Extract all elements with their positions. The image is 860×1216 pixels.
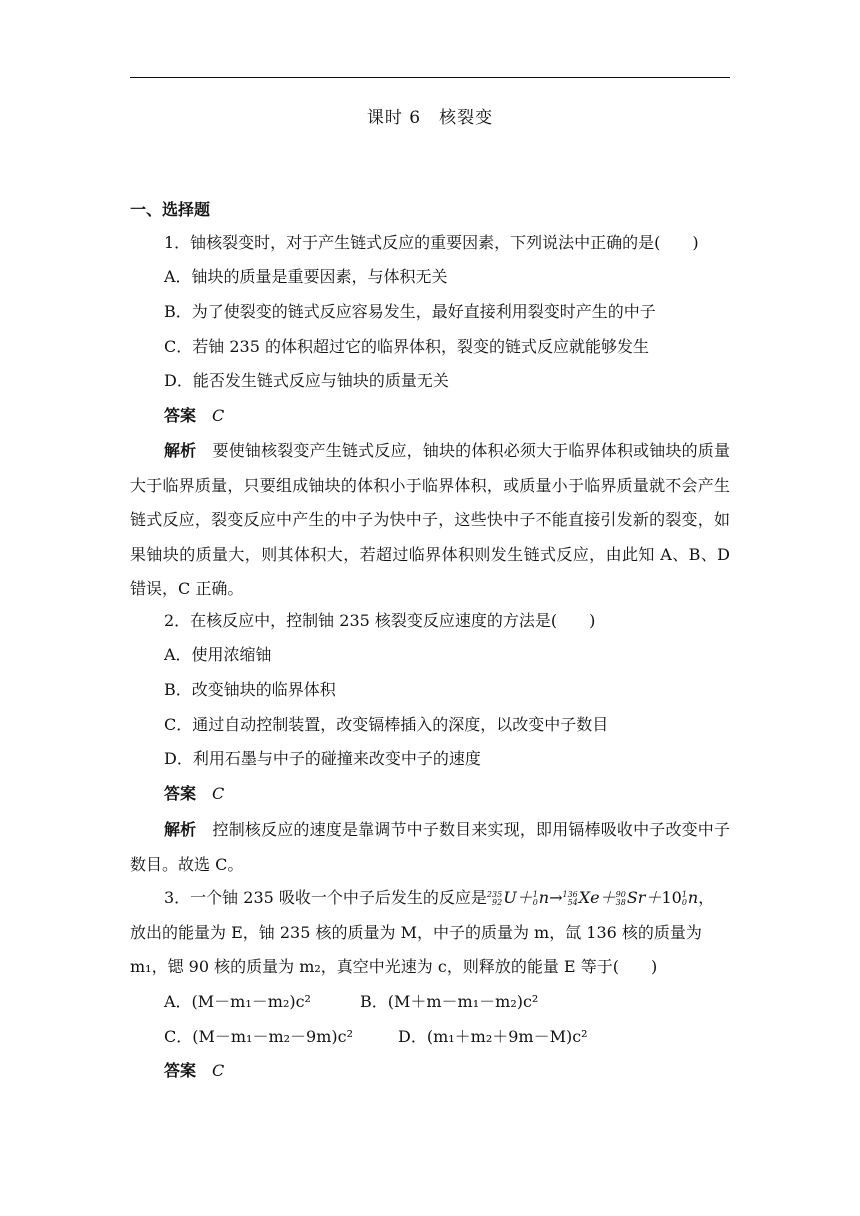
q2-option-c: C．通过自动控制装置，改变镉棒插入的深度，以改变中子数目	[164, 715, 609, 734]
q3-option-b: B．(M＋m－m₁－m₂)c²	[360, 992, 539, 1011]
neutron-numbers: 1 0	[532, 889, 538, 907]
q1-option-c: C．若铀 235 的体积超过它的临界体积，裂变的链式反应就能够发生	[164, 337, 649, 356]
q2-option-b: B．改变铀块的临界体积	[164, 680, 336, 699]
q3-option-a: A．(M－m₁－m₂)c²	[164, 992, 311, 1011]
header-rule	[130, 77, 730, 78]
q1-answer-value: C	[212, 406, 225, 425]
q1-option-b: B．为了使裂变的链式反应容易发生，最好直接利用裂变时产生的中子	[164, 302, 656, 321]
q3-stem-line3	[130, 955, 657, 979]
q2-analysis-text: 控制核反应的速度是靠调节中子数目来实现，即用镉棒吸收中子改变中子数目。故选 C。	[130, 820, 730, 874]
q3-answer-label: 答案	[164, 1061, 197, 1080]
q2-analysis-label: 解析	[164, 820, 197, 839]
q1-analysis-label: 解析	[164, 441, 197, 460]
q2-option-a: A．使用浓缩铀	[164, 645, 272, 664]
q3-stem-line2: 放出的能量为 E，铀 235 核的质量为 M，中子的质量为 m，氙 136 核的质量为	[130, 923, 702, 942]
q3-option-d: D．(m₁＋m₂＋9m－M)c²	[398, 1027, 588, 1046]
neutron-numbers-2: 1 0	[681, 889, 687, 907]
sr-nuclide-numbers: 90 38	[615, 889, 626, 907]
xe-nuclide-numbers: 136 54	[562, 889, 578, 907]
q2-answer-value: C	[212, 784, 225, 803]
q1-stem: 1．铀核裂变时，对于产生链式反应的重要因素，下列说法中正确的是( )	[164, 233, 699, 252]
q3-answer-value: C	[212, 1061, 225, 1080]
q2-answer	[164, 782, 224, 806]
q1-option-d: D．能否发生链式反应与铀块的质量无关	[164, 371, 449, 390]
nuclear-reaction-equation: 235 92U＋1 0n→136 54Xe＋90 38Sr＋101 0n，	[486, 888, 715, 907]
page-title: 课时 6 核裂变	[366, 108, 494, 128]
q2-answer-label: 答案	[164, 784, 197, 803]
q3-option-c: C．(M－m₁－m₂－9m)c²	[164, 1027, 354, 1046]
q1-answer-label: 答案	[164, 406, 197, 425]
q1-option-a: A．铀块的质量是重要因素，与体积无关	[164, 267, 448, 286]
q2-option-d: D．利用石墨与中子的碰撞来改变中子的速度	[164, 749, 481, 768]
q1-analysis-text: 要使铀核裂变产生链式反应，铀块的体积必须大于临界体积或铀块的质量大于临界质量，只要组成铀块的体积小于临界体积，或质量小于临界质量就不会产生链式反应，裂变反应中产生的中子为快中子，这些快中子不能直接引发新的裂变，如果铀块的质量大，则其体积大，若超过临界体积则发生链式反应，由此知 A、B、D 错误，C 正确。	[130, 441, 730, 599]
q3-m1: m₁	[130, 957, 152, 976]
u-nuclide-numbers: 235 92	[486, 889, 503, 907]
q1-answer	[164, 404, 224, 428]
q2-stem: 2．在核反应中，控制铀 235 核裂变反应速度的方法是( )	[164, 611, 596, 630]
q3-answer	[164, 1059, 224, 1083]
q3-stem-line1	[164, 886, 714, 910]
section-heading: 一、选择题	[130, 200, 211, 219]
q3-stem-line3-text: ，锶 90 核的质量为 m₂，真空中光速为 c，则释放的能量 E 等于( )	[151, 957, 658, 976]
q3-stem-start: 3．一个铀 235 吸收一个中子后发生的反应是	[164, 888, 487, 907]
q1-analysis	[130, 434, 730, 607]
q2-analysis	[130, 813, 730, 882]
